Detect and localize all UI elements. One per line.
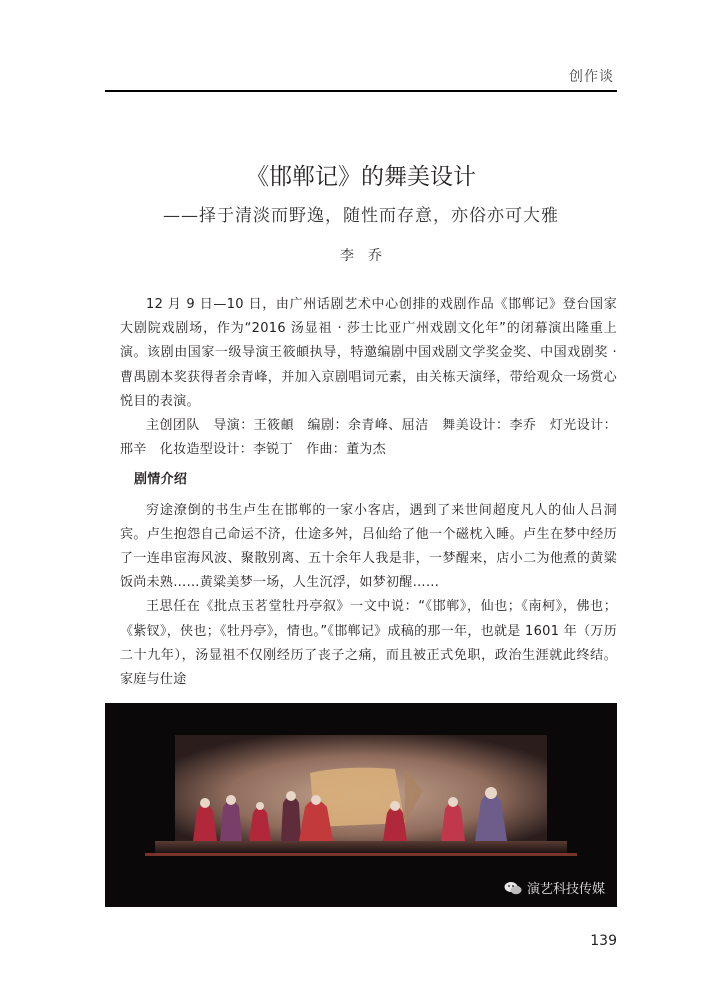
- article-body: [120, 293, 617, 692]
- stage-scene-image: [105, 703, 617, 907]
- stage-photo: [105, 703, 617, 907]
- paragraph-plot: 穷途潦倒的书生卢生在邯郸的一家小客店，遇到了来世间超度凡人的仙人吕洞宾。卢生抱怨自己命运不济，仕途多舛，吕仙给了他一个磁枕入睡。卢生在梦中经历了一连串宦海风波、聚散别离、五十余年人我是非，一梦醒来，店小二为他煮的黄粱饭尚未熟……黄粱美梦一场，人生沉浮，如梦初醒……: [120, 502, 617, 591]
- wechat-icon: [504, 881, 522, 895]
- header-rule: [105, 90, 617, 92]
- watermark: [504, 878, 605, 897]
- section-label: 创作谈: [569, 69, 614, 85]
- paragraph-credits: 主创团队 导演：王筱頔 编剧：余青峰、屈洁 舞美设计：李乔 灯光设计：邢辛 化妆造型设计：李锐丁 作曲：董为杰: [120, 418, 617, 458]
- paragraph-analysis: 王思任在《批点玉茗堂牡丹亭叙》一文中说：“《邯郸》，仙也；《南柯》，佛也；《紫钗》，侠也；《牡丹亭》，情也。”《邯郸记》成稿的那一年，也就是 1601 年（万历二十九年），汤显祖不仅刚经历了丧子之痛，而且被正式免职，政治生涯就此终结。家庭与仕途: [120, 599, 617, 688]
- article-subtitle: ——择于清淡而野逸，随性而存意，亦俗亦可大雅: [163, 206, 559, 226]
- page-number: 139: [590, 933, 617, 949]
- article-author: 李 乔: [340, 248, 382, 264]
- article-title: 《邯郸记》的舞美设计: [246, 164, 476, 190]
- paragraph-intro: 12 月 9 日—10 日，由广州话剧艺术中心创排的戏剧作品《邯郸记》登台国家大剧院戏剧场，作为“2016 汤显祖 · 莎士比亚广州戏剧文化年”的闭幕演出隆重上演。该剧由国家一级导演王筱頔执导，特邀编剧中国戏剧文学奖金奖、中国戏剧奖 · 曹禺剧本奖获得者余青峰，并加入京剧唱词元素，由关栋天演绎，带给观众一场赏心悦目的表演。: [120, 297, 617, 409]
- watermark-text: 演艺科技传媒: [526, 882, 605, 897]
- section-heading: 剧情介绍: [134, 472, 188, 488]
